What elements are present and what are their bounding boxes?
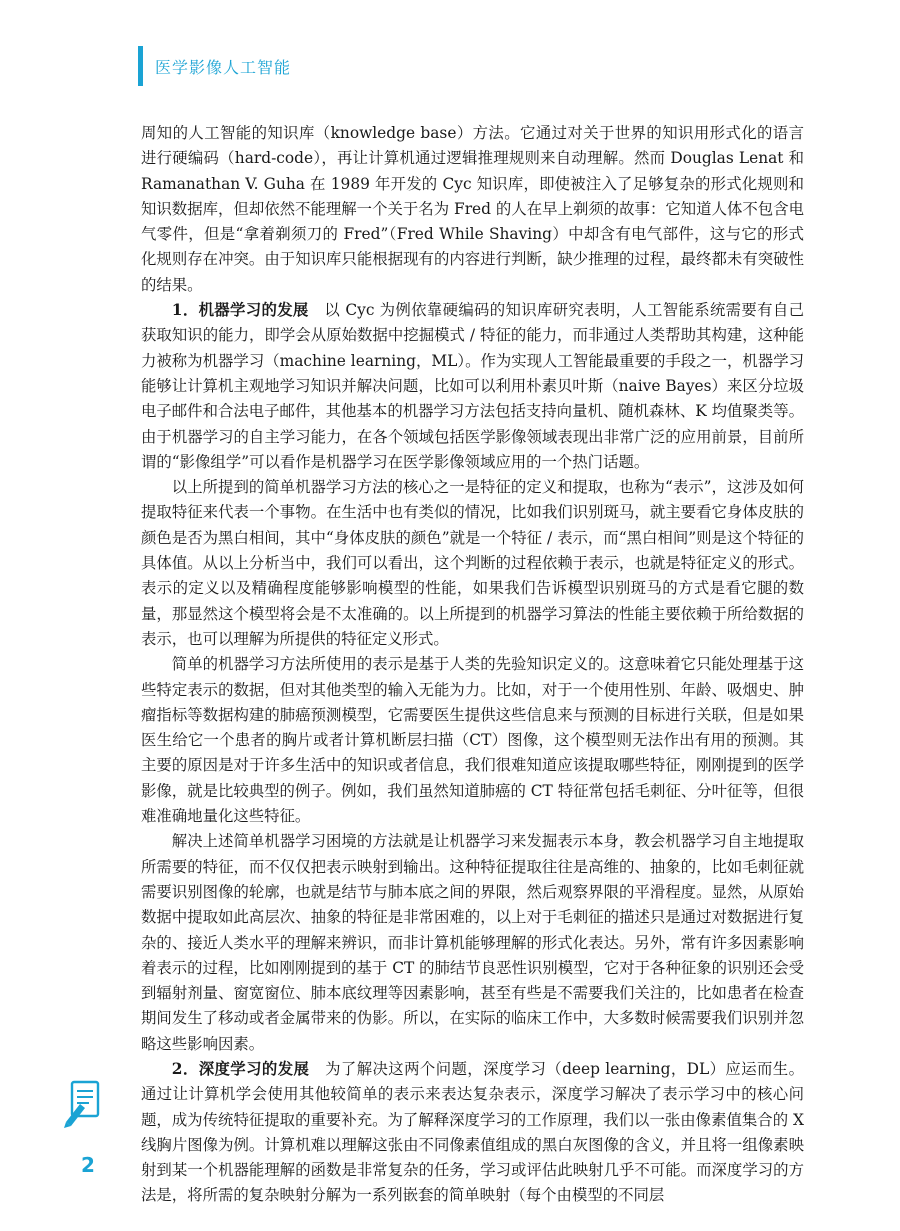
paragraph-representation [141,475,804,652]
paragraph-continuation [141,121,804,298]
paragraph-dl-development [141,1057,804,1209]
page-number: 2 [81,1153,95,1177]
paragraph-text: 为了解决这两个问题，深度学习（deep learning，DL）应运而生。通过让计算机学会使用其他较简单的表示来表达复杂表示，深度学习解决了表示学习中的核心问题，成为传统特征提取的重要补充。为了解释深度学习的工作原理，我们以一张由像素值集合的 X 线胸片图像为例。计算机难以理解这张由不同像素值组成的黑白灰图像的含义，并且将一组像素映射到某一个机器能理解的函数是非常复杂的任务，学习或评估此映射几乎不可能。而深度学习的方法是，将所需的复杂映射分解为一系列嵌套的简单映射（每个由模型的不同层 [141,1059,804,1205]
paragraph-text: 简单的机器学习方法所使用的表示是基于人类的先验知识定义的。这意味着它只能处理基于这些特定表示的数据，但对其他类型的输入无能为力。比如，对于一个使用性别、年龄、吸烟史、肿瘤指标等数据构建的肺癌预测模型，它需要医生提供这些信息来与预测的目标进行关联，但是如果医生给它一个患者的胸片或者计算机断层扫描（CT）图像，这个模型则无法作出有用的预测。其主要的原因是对于许多生活中的知识或者信息，我们很难知道应该提取哪些特征，刚刚提到的医学影像，就是比较典型的例子。例如，我们虽然知道肺癌的 CT 特征常包括毛刺征、分叶征等，但很难准确地量化这些特征。 [141,655,804,826]
header-accent-bar [138,46,143,86]
paragraph-prior-knowledge [141,652,804,829]
page-body [141,121,804,1209]
notebook-pen-icon [58,1078,106,1130]
section-heading-ml: 1．机器学习的发展 [171,301,309,320]
running-header [138,46,291,86]
paragraph-representation-learning [141,829,804,1057]
paragraph-text: 以 Cyc 为例依靠硬编码的知识库研究表明，人工智能系统需要有自己获取知识的能力，即学会从原始数据中挖掘模式 / 特征的能力，而非通过人类帮助其构建，这种能力被称为机器学习（machine learning，ML）。作为实现人工智能最重要的手段之一，机器学习能够让计算机主观地学习知识并解决问题，比如可以利用朴素贝叶斯（naive Bayes）来区分垃圾电子邮件和合法电子邮件，其他基本的机器学习方法包括支持向量机、随机森林、K 均值聚类等。由于机器学习的自主学习能力，在各个领域包括医学影像领域表现出非常广泛的应用前景，目前所谓的“影像组学”可以看作是机器学习在医学影像领域应用的一个热门话题。 [141,301,804,471]
book-title: 医学影像人工智能 [155,57,292,77]
paragraph-text: 解决上述简单机器学习困境的方法就是让机器学习来发掘表示本身，教会机器学习自主地提取所需要的特征，而不仅仅把表示映射到输出。这种特征提取往往是高维的、抽象的，比如毛刺征就需要识别图像的轮廓，也就是结节与肺本底之间的界限，然后观察界限的平滑程度。显然，从原始数据中提取如此高层次、抽象的特征是非常困难的，以上对于毛刺征的描述只是通过对数据进行复杂的、接近人类水平的理解来辨识，而非计算机能够理解的形式化表达。另外，常有许多因素影响着表示的过程，比如刚刚提到的基于 CT 的肺结节良恶性识别模型，它对于各种征象的识别还会受到辐射剂量、窗宽窗位、肺本底纹理等因素影响，甚至有些是不需要我们关注的，比如患者在检查期间发生了移动或者金属带来的伪影。所以，在实际的临床工作中，大多数时候需要我们识别并忽略这些影响因素。 [141,832,804,1053]
section-heading-dl: 2．深度学习的发展 [171,1059,310,1078]
paragraph-ml-development [141,298,804,475]
paragraph-text: 周知的人工智能的知识库（knowledge base）方法。它通过对关于世界的知识用形式化的语言进行硬编码（hard-code），再让计算机通过逻辑推理规则来自动理解。然而 Douglas Lenat 和 Ramanathan V. Guha 在 1989 年开发的 Cyc 知识库，即使被注入了足够复杂的形式化规则和知识数据库，但却依然不能理解一个关于名为 Fred 的人在早上剃须的故事：它知道人体不包含电气零件，但是“拿着剃须刀的 Fred”（Fred While Shaving）中却含有电气部件，这与它的形式化规则存在冲突。由于知识库只能根据现有的内容进行判断，缺少推理的过程，最终都未有突破性的结果。 [141,124,804,294]
paragraph-text: 以上所提到的简单机器学习方法的核心之一是特征的定义和提取，也称为“表示”，这涉及如何提取特征来代表一个事物。在生活中也有类似的情况，比如我们识别斑马，就主要看它身体皮肤的颜色是否为黑白相间，其中“身体皮肤的颜色”就是一个特征 / 表示，而“黑白相间”则是这个特征的具体值。从以上分析当中，我们可以看出，这个判断的过程依赖于表示，也就是特征定义的形式。表示的定义以及精确程度能够影响模型的性能，如果我们告诉模型识别斑马的方式是看它腿的数量，那显然这个模型将会是不太准确的。以上所提到的机器学习算法的性能主要依赖于所给数据的表示，也可以理解为所提供的特征定义形式。 [141,478,804,648]
